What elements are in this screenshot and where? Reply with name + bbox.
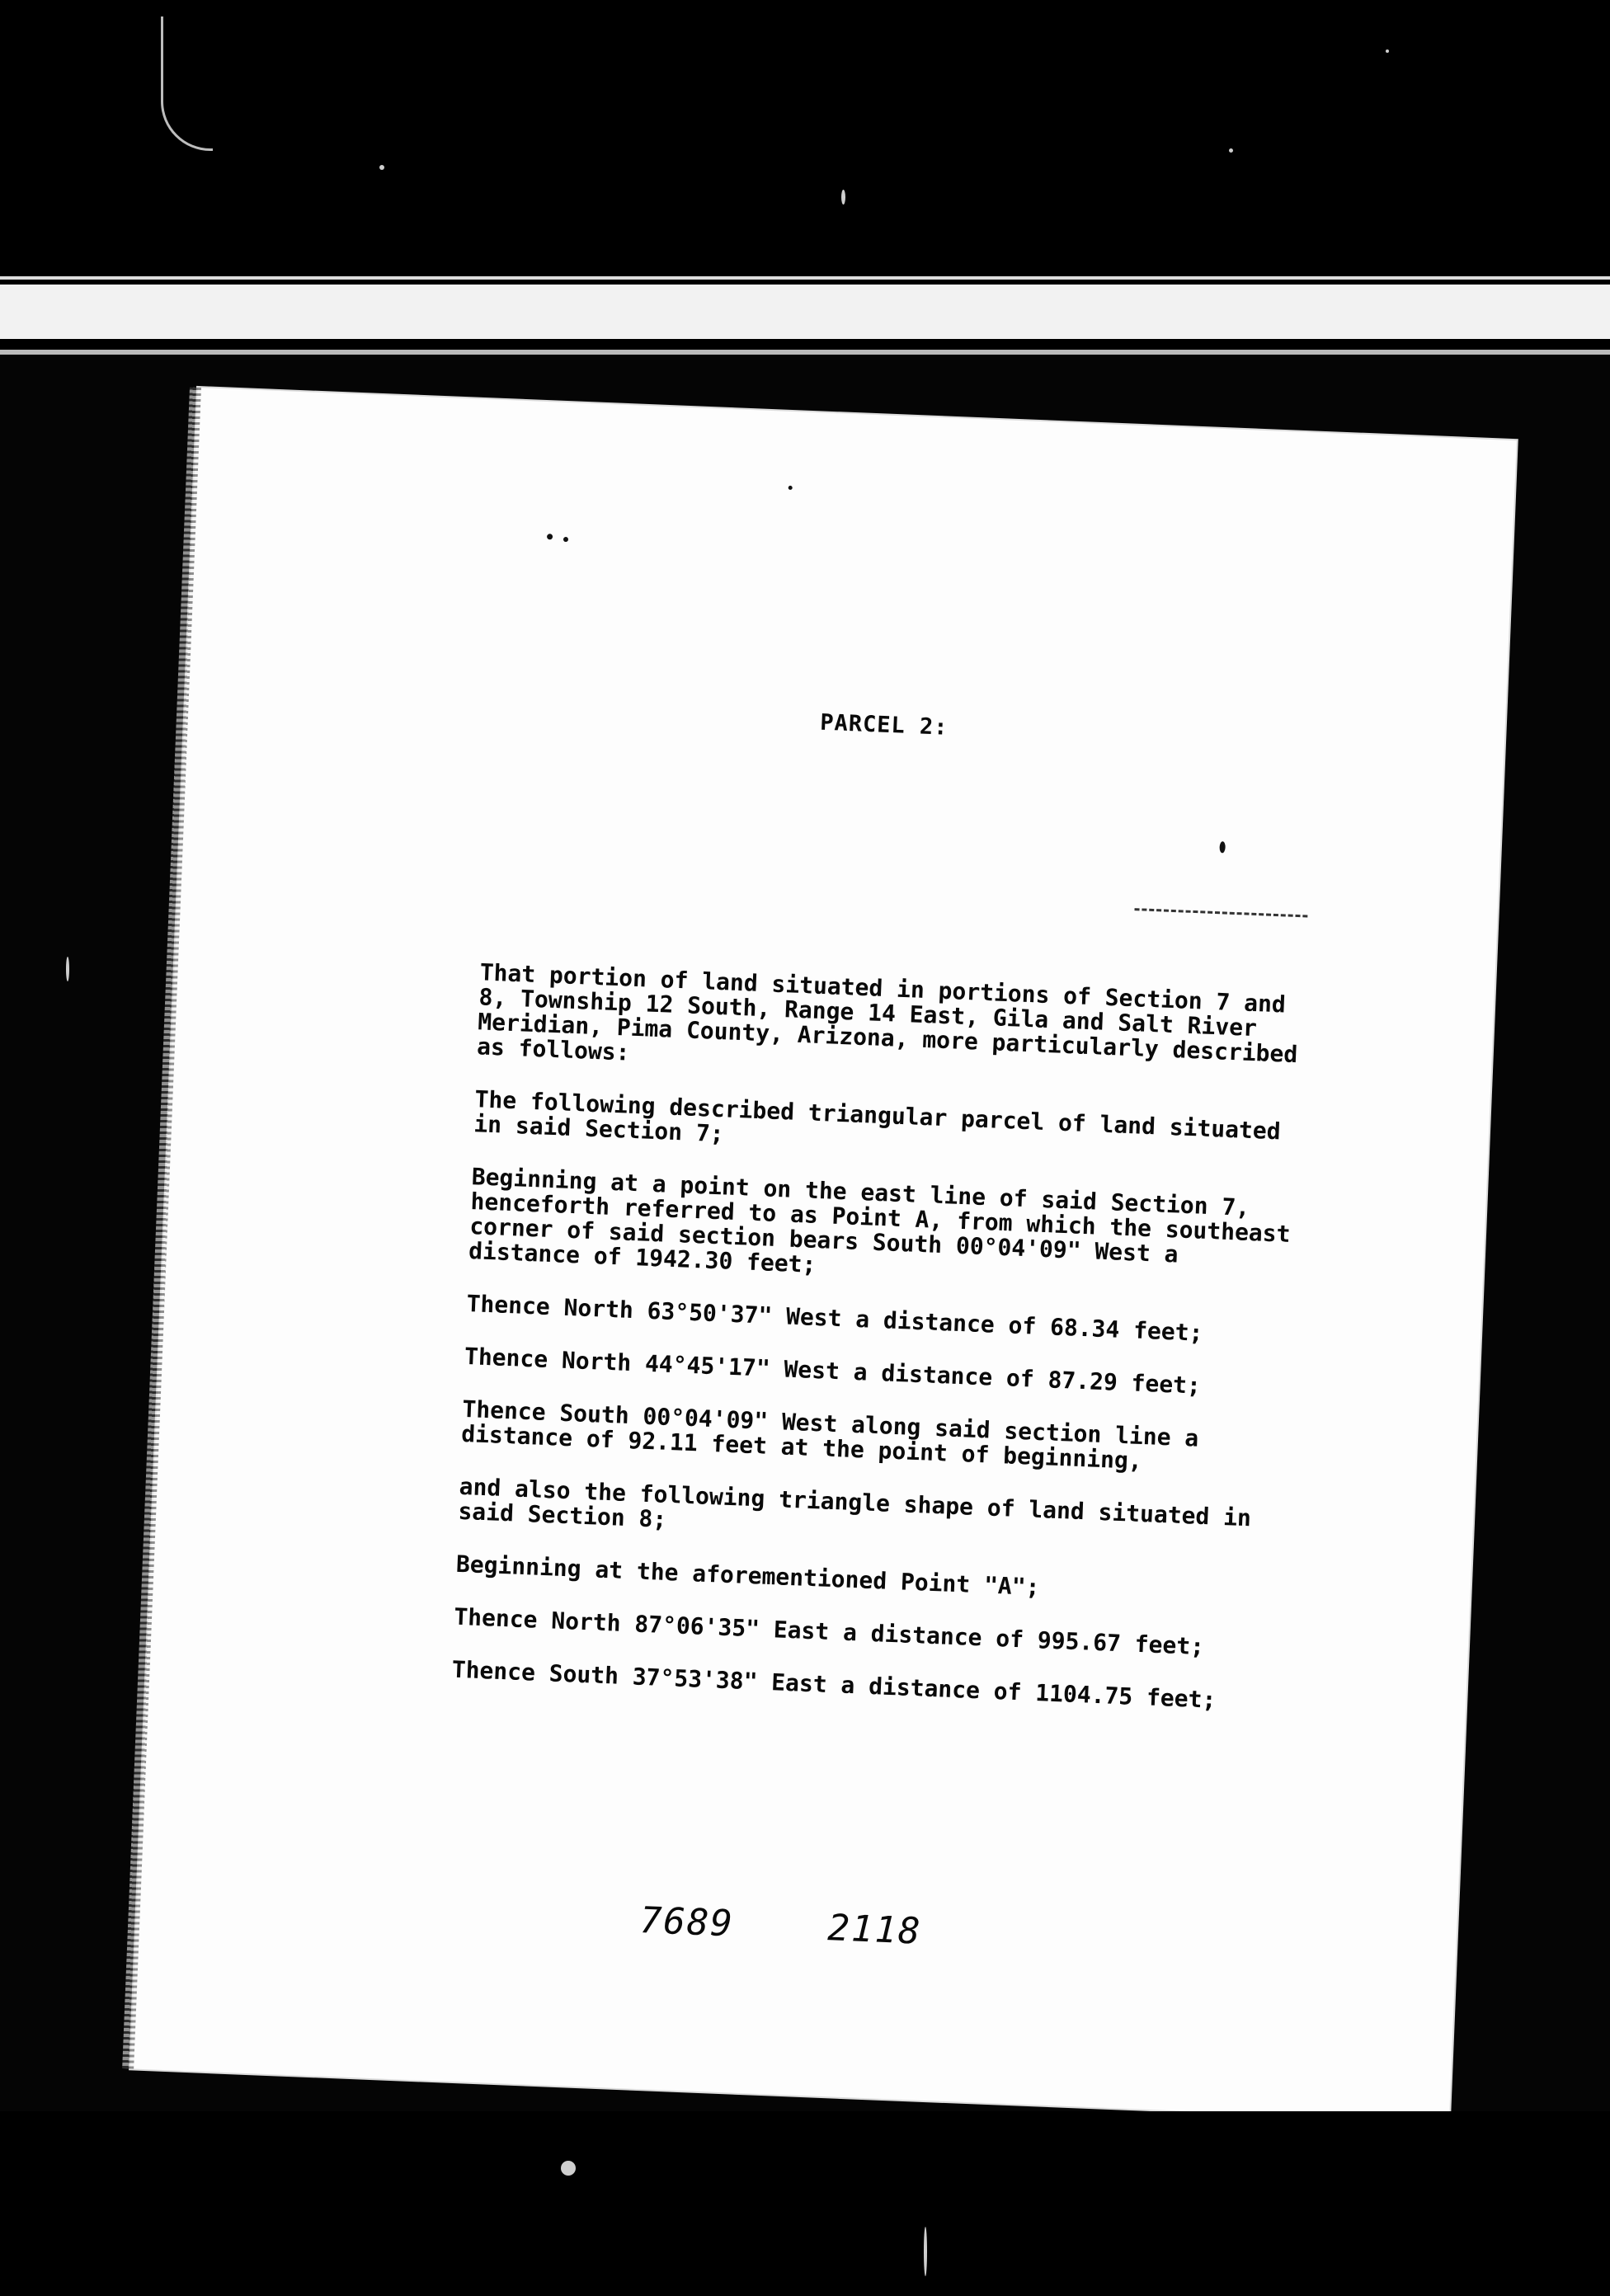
bottom-black-border [0, 2111, 1610, 2296]
dust-speck [1229, 148, 1233, 153]
dust-speck [1386, 49, 1389, 53]
paragraph-point-a: Beginning at a point on the east line of said Section 7, henceforth referred to as Point A, from which the southeast corner of said section bears South 00°04'09" West a distance of 1942.30 feet; [468, 1163, 1292, 1278]
paragraph-course-4: Thence North 87°06'35" East a distance of 995.67 feet; [453, 1602, 1205, 1661]
dust-speck [841, 190, 845, 205]
paragraph-intro: That portion of land situated in portions of Section 7 and 8, Township 12 South, Range 14 East, Gila and Salt River Meridian, Pima County, Arizona, more particularly described as follows: [476, 958, 1298, 1069]
scan-streak-line [0, 276, 1610, 280]
paragraph-section-8: and also the following triangle shape of land situated in said Section 8; [457, 1472, 1252, 1533]
ink-mark [563, 537, 568, 542]
document-page [130, 388, 1517, 2122]
ink-mark [547, 534, 553, 539]
docket-page-number [639, 1899, 923, 1953]
dashed-mark [1134, 908, 1307, 919]
paragraph-course-2: Thence North 44°45'17" West a distance of 87.29 feet; [464, 1342, 1202, 1400]
dust-speck [561, 2161, 576, 2176]
scan-edge-line [0, 350, 1610, 355]
legal-description [450, 960, 1404, 1747]
dust-speck [66, 957, 69, 981]
page-number: 2118 [826, 1907, 923, 1953]
scan-streak [0, 285, 1610, 339]
dust-speck [924, 2227, 927, 2276]
ink-mark [1219, 841, 1226, 853]
parcel-heading: PARCEL 2: [819, 709, 949, 741]
paragraph-course-1: Thence North 63°50'37" West a distance of 68.34 feet; [466, 1289, 1204, 1347]
dust-speck [379, 165, 384, 170]
page-edge [122, 388, 201, 2069]
paragraph-point-a-ref: Beginning at the aforementioned Point "A"; [455, 1550, 1041, 1602]
paragraph-section-7: The following described triangular parcel of land situated in said Section 7; [473, 1085, 1282, 1148]
docket-number: 7689 [638, 1899, 735, 1945]
ink-mark [789, 486, 793, 490]
paragraph-course-3: Thence South 00°04'09" West along said section line a distance of 92.11 feet at the point of beginning, [460, 1395, 1199, 1475]
paragraph-course-5: Thence South 37°53'38" East a distance of 1104.75 feet; [451, 1655, 1217, 1714]
